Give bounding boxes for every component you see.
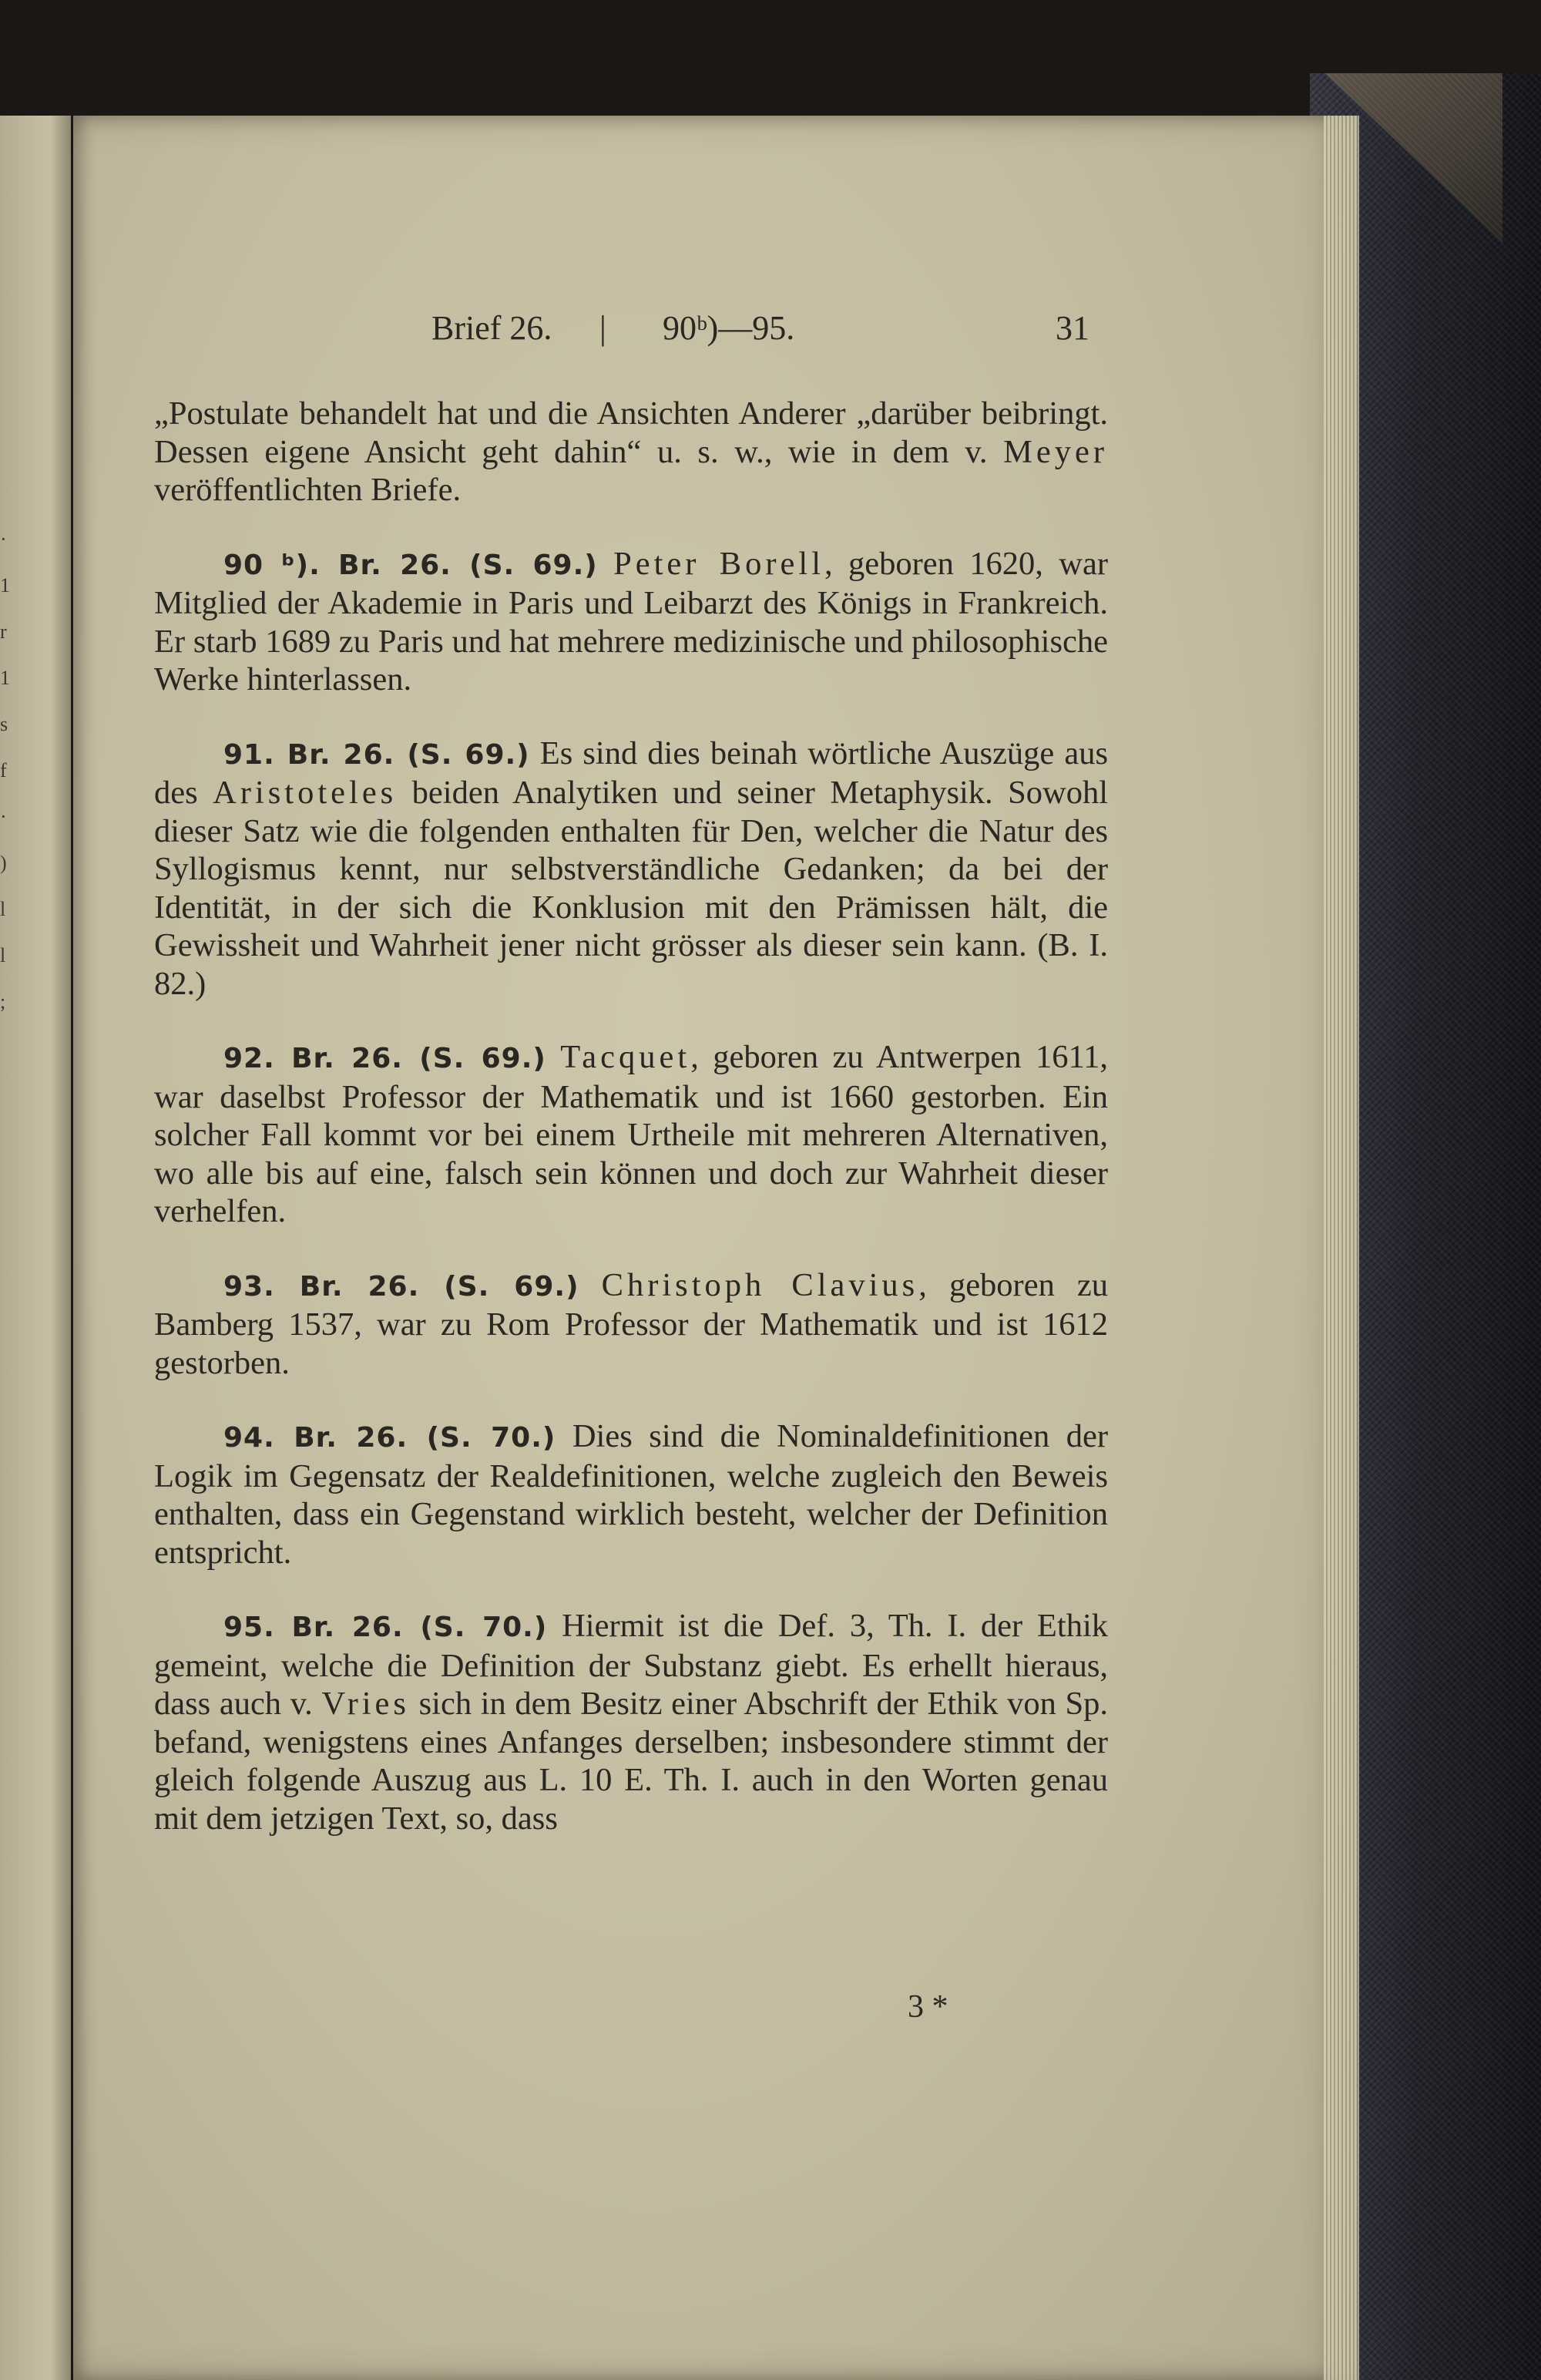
person-name: Tacquet — [560, 1039, 691, 1075]
note-reference: 95. Br. 26. (S. 70.) — [223, 1612, 548, 1643]
note-94: 94. Br. 26. (S. 70.) Dies sind die Nominaldefinitionen der Logik im Gegensatz der Realdefinitionen, welche zugleich den Beweis enthalten, dass ein Gegenstand wirklich besteht, welcher der Definition entspricht. — [154, 1418, 1109, 1571]
person-name: Vries — [321, 1686, 410, 1722]
header-title: Brief 26. — [431, 309, 552, 347]
signature-mark: 3 * — [908, 1989, 948, 2025]
note-95: 95. Br. 26. (S. 70.) Hiermit ist die Def. 3, Th. I. der Ethik gemeint, welche die Definition der Substanz giebt. Es erhellt hieraus, dass auch v. Vries sich in dem Besitz einer Abschrift der Ethik von Sp. befand, wenigstens eines Anfanges derselben; insbesondere stimmt der gleich folgende Auszug aus L. 10 E. Th. I. auch in den Worten genau mit dem jetzigen Text, so, dass — [154, 1608, 1109, 1837]
running-header — [154, 277, 1108, 347]
person-name: Peter Borell — [613, 545, 825, 582]
page-number: 31 — [1056, 309, 1089, 347]
note-reference: 91. Br. 26. (S. 69.) — [223, 738, 530, 771]
person-name: Meyer — [1003, 433, 1108, 470]
header-range: 90ᵇ)—95. — [663, 309, 795, 347]
note-91: 91. Br. 26. (S. 69.) Es sind dies beinah wörtliche Auszüge aus des Aristoteles beiden Analytiken und seiner Metaphysik. Sowohl dieser Satz wie die folgenden enthalten für Den, welcher die Natur des Syllogismus kennt, nur selbstverständliche Gedanken; da bei der Identität, in der sich die Konklusion mit den Prämissen hält, die Gewissheit und Wahrheit jener nicht grösser als dieser sein kann. (B. I. 82.) — [154, 735, 1109, 1002]
note-reference: 93. Br. 26. (S. 69.) — [223, 1270, 579, 1303]
note-93: 93. Br. 26. (S. 69.) Christoph Clavius, geboren zu Bamberg 1537, war zu Rom Professor der Mathematik und ist 1612 gestorben. — [154, 1266, 1109, 1381]
person-name: Christoph Clavius — [601, 1266, 919, 1303]
facing-page-edge — [0, 116, 71, 2380]
note-reference: 92. Br. 26. (S. 69.) — [223, 1043, 546, 1074]
page-text — [154, 277, 1108, 1837]
note-reference: 90 ᵇ). Br. 26. (S. 69.) — [223, 549, 598, 581]
note-92: 92. Br. 26. (S. 69.) Tacquet, geboren zu Antwerpen 1611, war daselbst Professor der Mathematik und ist 1660 gestorben. Ein solcher Fall kommt vor bei einem Urtheile mit mehreren Alternativen, wo alle bis auf eine, falsch sein können und doch zur Wahrheit dieser verhelfen. — [154, 1039, 1108, 1229]
note-90b: 90 ᵇ). Br. 26. (S. 69.) Peter Borell, geboren 1620, war Mitglied der Akademie in Paris und Leibarzt des Königs in Frankreich. Er starb 1689 zu Paris und hat mehrere medizinische und philosophische Werke hinterlassen. — [154, 545, 1109, 698]
facing-page-marks: · 1 r 1 s f · ) l l ; — [0, 528, 10, 1013]
header-separator: | — [599, 309, 606, 347]
intro-paragraph: „Postulate behandelt hat und die Ansichten Anderer „darüber beibringt. Dessen eigene Ansicht geht dahin“ u. s. w., wie in dem v. Meyer veröffentlichten Briefe. — [154, 395, 1108, 508]
page-stack-edge — [1324, 116, 1359, 2380]
note-reference: 94. Br. 26. (S. 70.) — [223, 1422, 556, 1454]
person-name: Aristoteles — [213, 775, 398, 811]
